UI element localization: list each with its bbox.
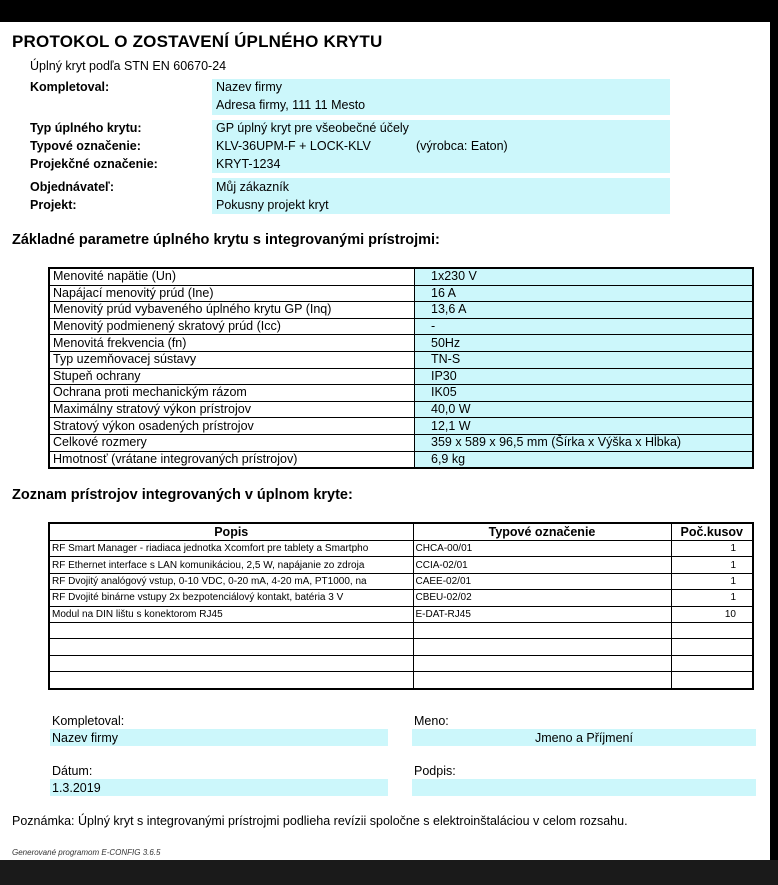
- device-typ: [413, 622, 671, 638]
- param-row: [49, 268, 753, 285]
- typove-value: KLV-36UPM-F + LOCK-KLV: [216, 139, 371, 153]
- device-row: [49, 590, 753, 606]
- footer-meno-value: Jmeno a Příjmení: [535, 731, 633, 745]
- param-row: [49, 368, 753, 385]
- params-heading: Základné parametre úplného krytu s integrovanými prístrojmi:: [12, 232, 440, 248]
- device-qty: 1: [671, 590, 753, 606]
- device-qty: [671, 655, 753, 671]
- device-popis: [49, 672, 413, 689]
- device-row: [49, 672, 753, 689]
- param-value[interactable]: -: [415, 318, 754, 335]
- projekcne-value: KRYT-1234: [216, 157, 281, 171]
- param-value[interactable]: 359 x 589 x 96,5 mm (Šírka x Výška x Hĺbka): [415, 434, 754, 451]
- norm-reference: Úplný kryt podľa STN EN 60670-24: [30, 59, 227, 73]
- objednavatel-label: Objednávateľ:: [30, 180, 115, 194]
- device-qty: 10: [671, 606, 753, 622]
- device-qty: 1: [671, 541, 753, 557]
- projekcne-label: Projekčné označenie:: [30, 157, 158, 171]
- firm-name: Nazev firmy: [216, 80, 282, 94]
- devices-heading: Zoznam prístrojov integrovaných v úplnom kryte:: [12, 487, 353, 503]
- device-popis: Modul na DIN lištu s konektorom RJ45: [49, 606, 413, 622]
- param-value[interactable]: 50Hz: [415, 335, 754, 352]
- param-row: [49, 285, 753, 302]
- param-label: Menovitý podmienený skratový prúd (Icc): [49, 318, 415, 335]
- device-typ: CCIA-02/01: [413, 557, 671, 573]
- device-qty: [671, 672, 753, 689]
- params-table: [48, 267, 754, 469]
- param-label: Ochrana proti mechanickým rázom: [49, 385, 415, 402]
- param-value[interactable]: IK05: [415, 385, 754, 402]
- device-popis: RF Dvojité binárne vstupy 2x bezpotenciálový kontakt, batéria 3 V: [49, 590, 413, 606]
- param-row: [49, 351, 753, 368]
- param-value[interactable]: TN-S: [415, 351, 754, 368]
- device-typ: CHCA-00/01: [413, 541, 671, 557]
- device-typ: [413, 639, 671, 655]
- param-label: Maximálny stratový výkon prístrojov: [49, 401, 415, 418]
- param-label: Menovité napätie (Un): [49, 268, 415, 285]
- footer-podpis-field[interactable]: [412, 779, 756, 796]
- device-popis: RF Dvojitý analógový vstup, 0-10 VDC, 0-20 mA, 4-20 mA, PT1000, na: [49, 573, 413, 589]
- param-value[interactable]: 6,9 kg: [415, 451, 754, 468]
- device-row: [49, 557, 753, 573]
- param-label: Typ uzemňovacej sústavy: [49, 351, 415, 368]
- param-row: [49, 385, 753, 402]
- param-row: [49, 451, 753, 468]
- footer-kompletoval-value: Nazev firmy: [52, 731, 118, 745]
- projekt-label: Projekt:: [30, 198, 77, 212]
- param-value[interactable]: 40,0 W: [415, 401, 754, 418]
- device-row: [49, 622, 753, 638]
- param-row: [49, 418, 753, 435]
- param-label: Napájací menovitý prúd (Ine): [49, 285, 415, 302]
- param-label: Celkové rozmery: [49, 434, 415, 451]
- typ-label: Typ úplného krytu:: [30, 121, 142, 135]
- device-popis: RF Smart Manager - riadiaca jednotka Xcomfort pre tablety a Smartpho: [49, 541, 413, 557]
- device-typ: [413, 655, 671, 671]
- footer-note: Poznámka: Úplný kryt s integrovanými prístrojmi podlieha revízii spoločne s elektroinštaláciou v celom rozsahu.: [12, 814, 628, 828]
- footer-kompletoval-label: Kompletoval:: [52, 714, 125, 728]
- device-qty: [671, 622, 753, 638]
- param-row: [49, 401, 753, 418]
- typove-label: Typové označenie:: [30, 139, 141, 153]
- param-value[interactable]: 12,1 W: [415, 418, 754, 435]
- projekt-value: Pokusny projekt kryt: [216, 198, 329, 212]
- footer-datum-label: Dátum:: [52, 764, 93, 778]
- device-typ: E-DAT-RJ45: [413, 606, 671, 622]
- col-popis-header: Popis: [49, 523, 413, 541]
- param-row: [49, 434, 753, 451]
- param-row: [49, 318, 753, 335]
- firm-address: Adresa firmy, 111 11 Mesto: [216, 98, 366, 112]
- param-value[interactable]: IP30: [415, 368, 754, 385]
- device-qty: 1: [671, 573, 753, 589]
- device-row: [49, 606, 753, 622]
- page-title: PROTOKOL O ZOSTAVENÍ ÚPLNÉHO KRYTU: [12, 32, 383, 51]
- param-label: Hmotnosť (vrátane integrovaných prístrojov): [49, 451, 415, 468]
- device-row: [49, 573, 753, 589]
- device-typ: [413, 672, 671, 689]
- device-row: [49, 639, 753, 655]
- kompletoval-label: Kompletoval:: [30, 80, 110, 94]
- vyrobca: (výrobca: Eaton): [416, 139, 508, 153]
- col-typ-header: Typové označenie: [413, 523, 671, 541]
- param-label: Stratový výkon osadených prístrojov: [49, 418, 415, 435]
- bottom-strip: [0, 860, 778, 885]
- footer-datum-value: 1.3.2019: [52, 781, 101, 795]
- device-popis: RF Ethernet interface s LAN komunikáciou, 2,5 W, napájanie zo zdroja: [49, 557, 413, 573]
- device-qty: [671, 639, 753, 655]
- param-label: Menovitý prúd vybaveného úplného krytu GP (Inq): [49, 302, 415, 319]
- param-value[interactable]: 1x230 V: [415, 268, 754, 285]
- device-row: [49, 541, 753, 557]
- devices-table: [48, 522, 754, 690]
- param-row: [49, 302, 753, 319]
- device-qty: 1: [671, 557, 753, 573]
- device-popis: [49, 622, 413, 638]
- param-value[interactable]: 13,6 A: [415, 302, 754, 319]
- device-popis: [49, 655, 413, 671]
- objednavatel-value: Můj zákazník: [216, 180, 289, 194]
- param-label: Stupeň ochrany: [49, 368, 415, 385]
- device-row: [49, 655, 753, 671]
- param-value[interactable]: 16 A: [415, 285, 754, 302]
- device-typ: CBEU-02/02: [413, 590, 671, 606]
- device-popis: [49, 639, 413, 655]
- footer-meno-label: Meno:: [414, 714, 449, 728]
- protocol-page: [0, 22, 770, 860]
- param-label: Menovitá frekvencia (fn): [49, 335, 415, 352]
- typ-value: GP úplný kryt pre všeobečné účely: [216, 121, 409, 135]
- footer-podpis-label: Podpis:: [414, 764, 456, 778]
- generated-by: Generované programom E-CONFIG 3.6.5: [12, 848, 161, 857]
- param-row: [49, 335, 753, 352]
- col-pocet-header: Poč.kusov: [671, 523, 753, 541]
- device-typ: CAEE-02/01: [413, 573, 671, 589]
